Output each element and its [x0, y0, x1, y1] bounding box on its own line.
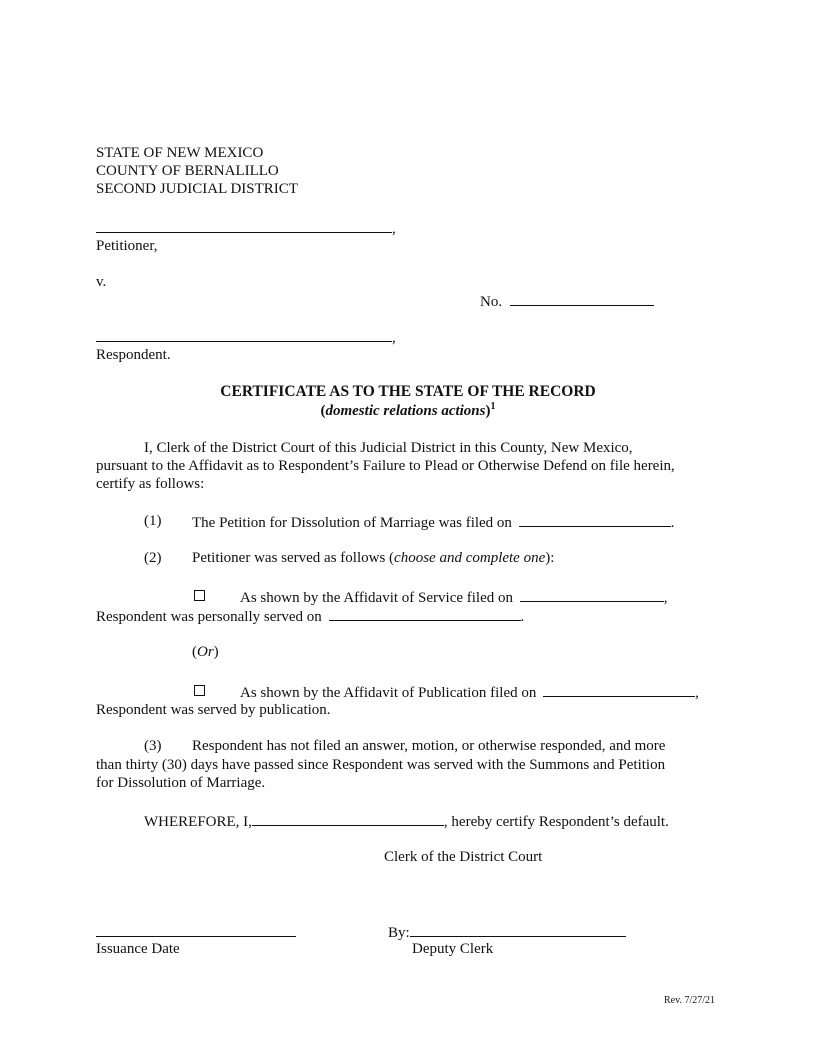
respondent-label: Respondent. — [96, 347, 171, 363]
district-heading: SECOND JUDICIAL DISTRICT — [96, 181, 298, 197]
option-publication-comma: , — [695, 685, 699, 701]
wherefore-clause — [144, 811, 669, 831]
item-2-text-italic: choose and complete one — [394, 550, 546, 566]
respondent-comma: , — [392, 330, 396, 346]
personal-service-date-field[interactable] — [329, 606, 521, 621]
item-3-line-3: for Dissolution of Marriage. — [96, 775, 266, 791]
option-publication — [240, 682, 699, 702]
revision-date: Rev. 7/27/21 — [664, 995, 716, 1006]
issuance-date-label: Issuance Date — [96, 941, 180, 957]
publication-checkbox[interactable] — [194, 682, 205, 700]
item-2-text-a: Petitioner was served as follows ( — [192, 550, 395, 566]
wherefore-text-a: WHEREFORE, I, — [144, 814, 252, 830]
item-3-number: (3) — [144, 738, 162, 754]
option-service-comma: , — [663, 590, 668, 606]
clerk-title: Clerk of the District Court — [384, 849, 543, 865]
item-1-period: . — [670, 515, 675, 531]
petitioner-label: Petitioner, — [96, 238, 158, 254]
case-number-field[interactable] — [480, 291, 654, 311]
or-label — [192, 643, 219, 661]
affidavit-service-date-field[interactable] — [520, 587, 664, 602]
option-service-line-2 — [96, 606, 524, 626]
intro-line-1: I, Clerk of the District Court of this Judicial District in this County, New Mexico, — [144, 440, 633, 456]
or-open-paren: ( — [192, 644, 197, 660]
item-3-line-1: Respondent has not filed an answer, motion, or otherwise responded, and more — [192, 738, 666, 754]
item-2-number: (2) — [144, 550, 162, 566]
state-heading: STATE OF NEW MEXICO — [96, 145, 264, 161]
option-service-line-2-text: Respondent was personally served on — [96, 609, 322, 625]
item-1 — [192, 512, 674, 532]
item-2-text-b: ): — [545, 550, 555, 566]
document-subtitle — [0, 402, 816, 420]
item-1-number: (1) — [144, 513, 162, 529]
petition-filed-date-field[interactable] — [519, 512, 671, 527]
deputy-signature-field[interactable] — [388, 922, 626, 942]
option-service — [240, 587, 668, 607]
by-label: By: — [388, 925, 410, 941]
petitioner-name-field[interactable] — [96, 218, 396, 238]
option-service-text: As shown by the Affidavit of Service filed on — [240, 590, 514, 606]
option-publication-text: As shown by the Affidavit of Publication filed on — [240, 685, 537, 701]
versus-label: v. — [96, 274, 107, 290]
respondent-name-field[interactable] — [96, 327, 396, 347]
subtitle-close-paren: ) — [485, 403, 491, 419]
county-heading: COUNTY OF BERNALILLO — [96, 163, 279, 179]
subtitle-italic: domestic relations actions — [325, 403, 486, 419]
option-service-period: . — [520, 609, 525, 625]
item-1-text: The Petition for Dissolution of Marriage was filed on — [192, 515, 512, 531]
case-number-label: No. — [480, 294, 503, 310]
issuance-date-field[interactable] — [96, 922, 296, 942]
service-checkbox[interactable] — [194, 587, 205, 605]
affidavit-publication-date-field[interactable] — [543, 682, 695, 697]
clerk-name-field[interactable] — [252, 811, 444, 826]
intro-line-2: pursuant to the Affidavit as to Respondent’s Failure to Plead or Otherwise Defend on file herein, — [96, 458, 675, 474]
deputy-clerk-label: Deputy Clerk — [412, 941, 494, 957]
subtitle-open-paren: ( — [320, 403, 326, 419]
item-3-line-2: than thirty (30) days have passed since Respondent was served with the Summons and Petition — [96, 757, 666, 773]
or-text: Or — [197, 644, 214, 660]
item-2-text — [192, 549, 554, 567]
option-publication-line-2: Respondent was served by publication. — [96, 702, 331, 718]
petitioner-comma: , — [392, 221, 396, 237]
or-close-paren: ) — [213, 644, 219, 660]
footnote-marker: 1 — [490, 401, 496, 412]
wherefore-text-b: , hereby certify Respondent’s default. — [443, 814, 669, 830]
intro-line-3: certify as follows: — [96, 476, 205, 492]
document-title: CERTIFICATE AS TO THE STATE OF THE RECORD — [220, 383, 596, 400]
